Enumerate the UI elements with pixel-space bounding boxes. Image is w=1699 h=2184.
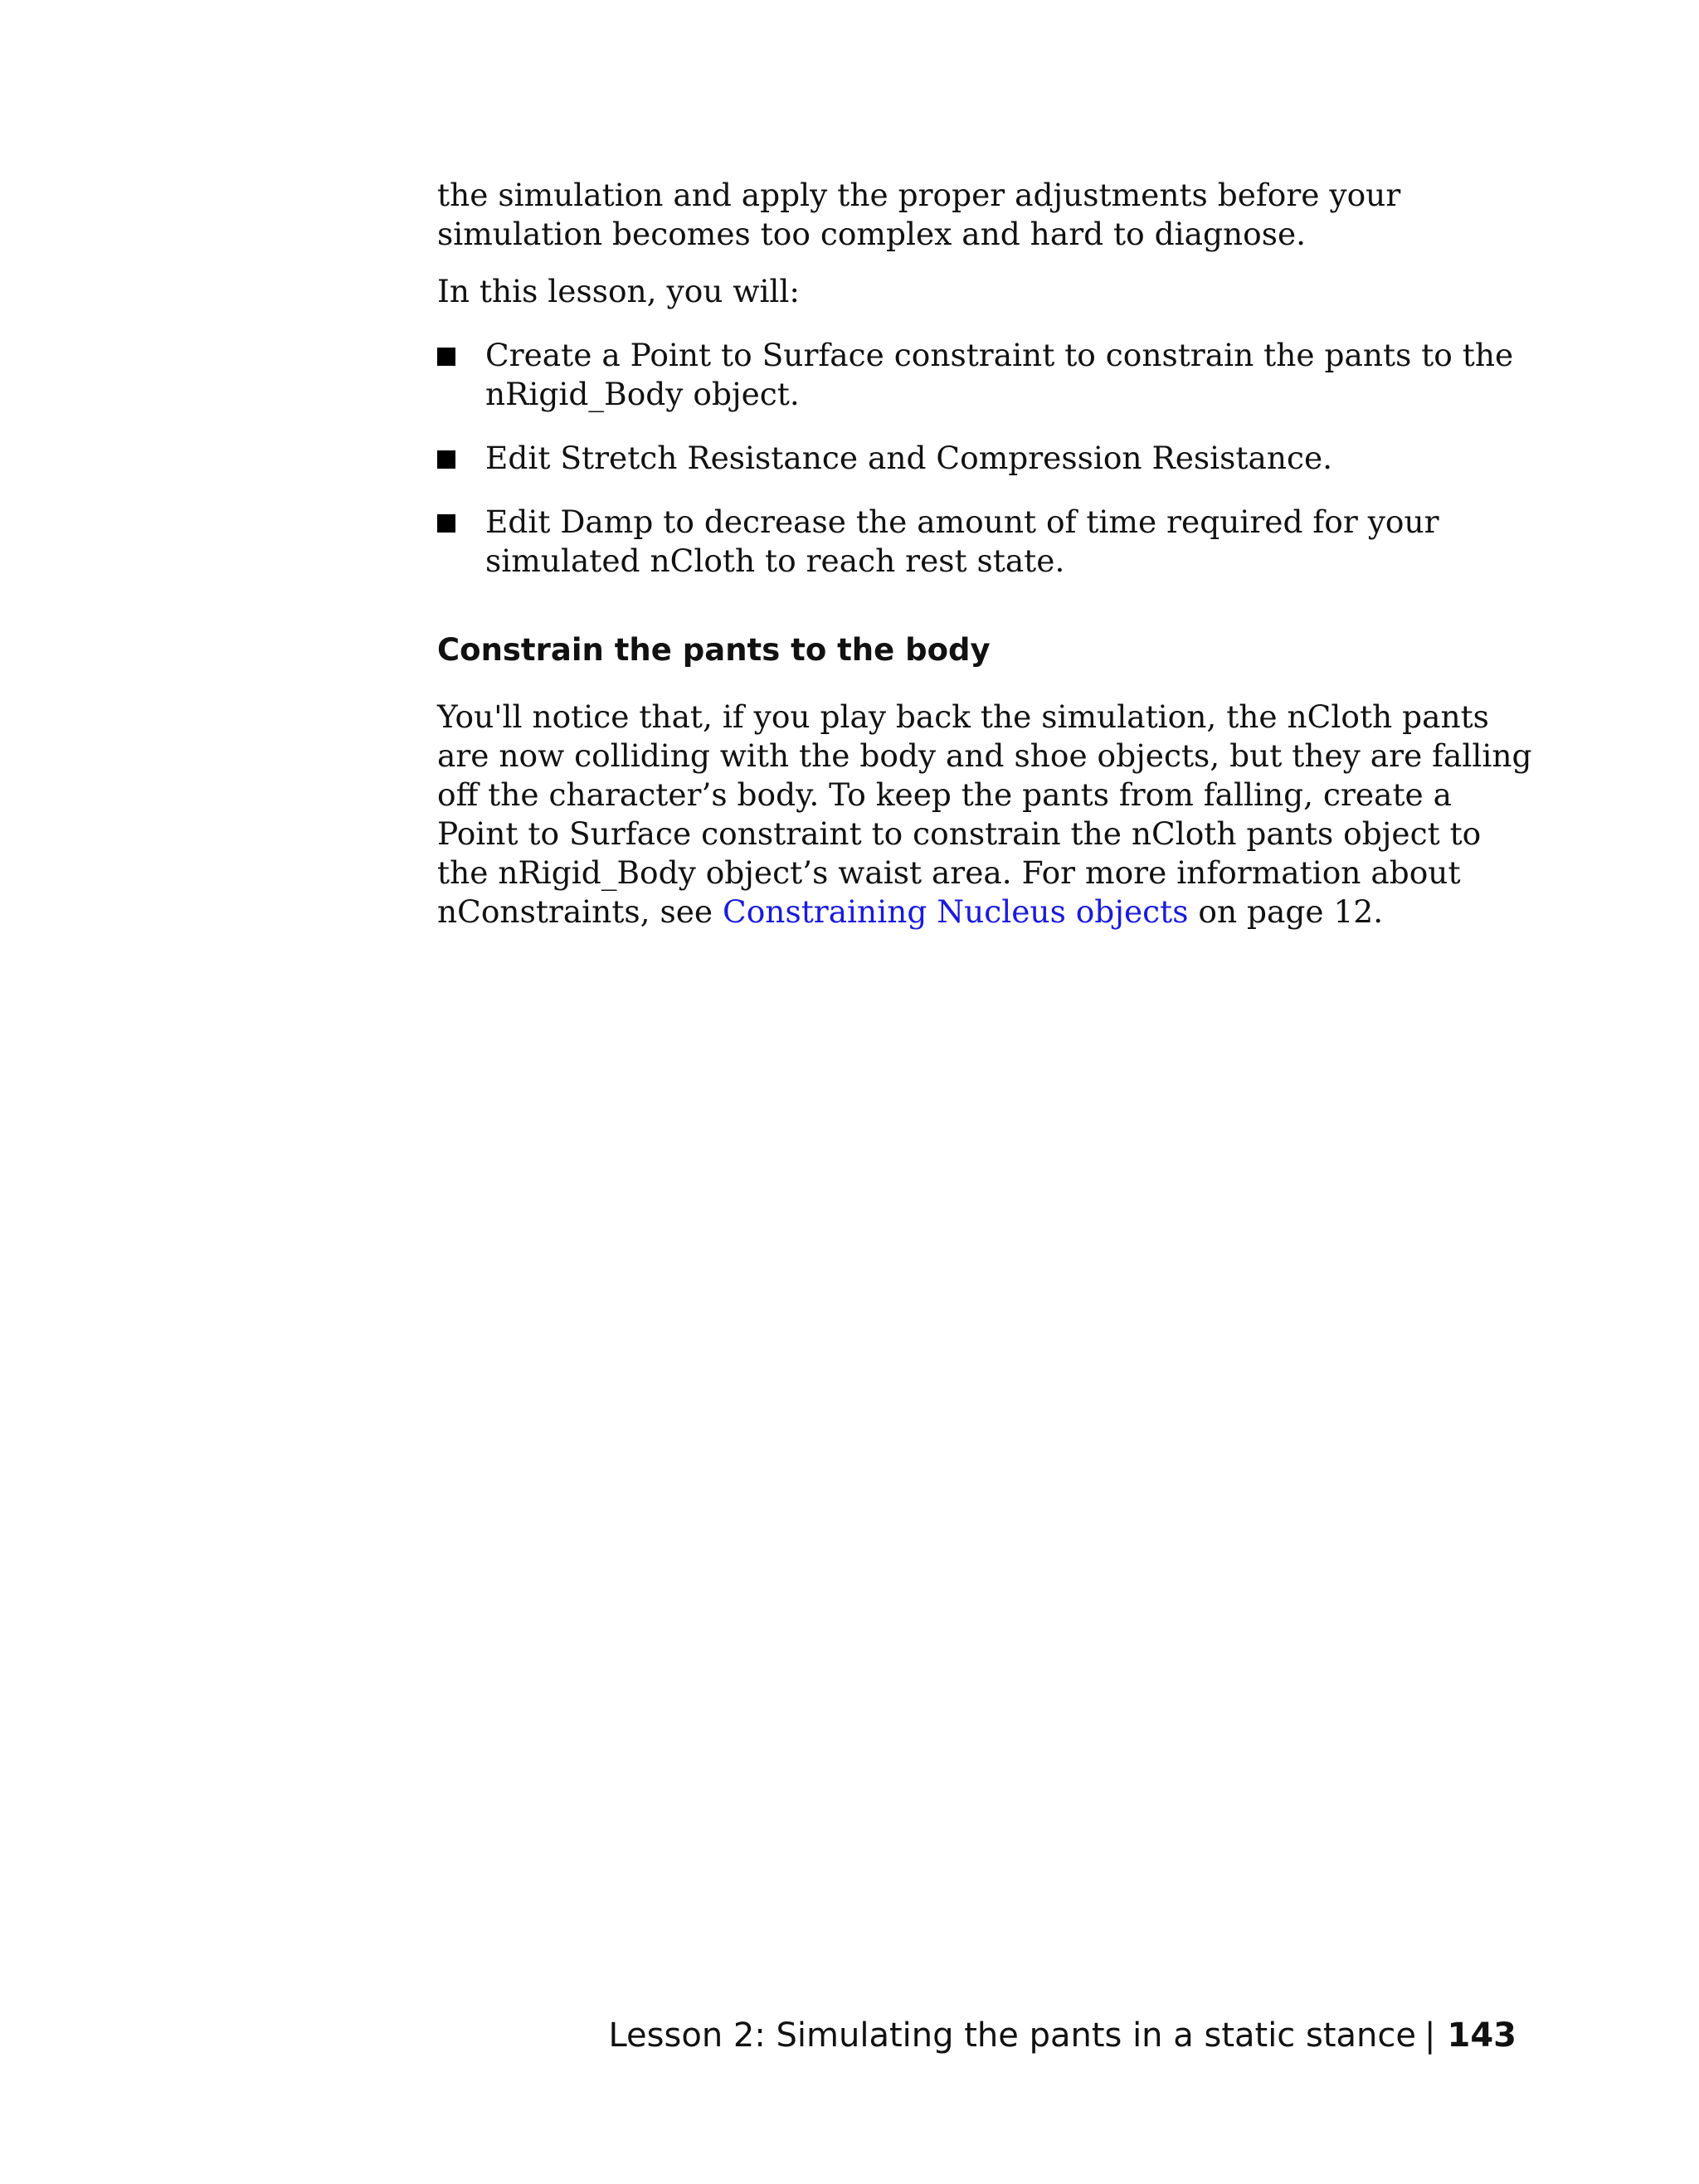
- list-item-text: Edit Stretch Resistance and Compression Resistance.: [485, 440, 1333, 476]
- list-item: [437, 336, 1532, 414]
- objectives-list: [437, 336, 1532, 581]
- square-bullet-icon: [437, 348, 455, 366]
- lesson-lead-text: In this lesson, you will:: [437, 273, 801, 309]
- page-content: [437, 176, 1532, 931]
- footer-chapter-title: Lesson 2: Simulating the pants in a static stance: [608, 2016, 1417, 2055]
- body-text-after-link: on page 12.: [1188, 893, 1384, 930]
- list-item-text: Create a Point to Surface constraint to constrain the pants to the nRigid_Body object.: [485, 337, 1514, 412]
- list-item: [437, 439, 1532, 478]
- section-heading: Constrain the pants to the body: [437, 632, 991, 668]
- section-body-paragraph: [437, 698, 1532, 931]
- list-item-text: Edit Damp to decrease the amount of time required for your simulated nCloth to reach rest state.: [485, 503, 1439, 579]
- page-footer: [608, 2014, 1516, 2057]
- constraining-nucleus-objects-link[interactable]: Constraining Nucleus objects: [723, 893, 1189, 930]
- footer-separator: |: [1424, 2016, 1436, 2055]
- list-item: [437, 503, 1532, 581]
- square-bullet-icon: [437, 514, 455, 533]
- body-text: You'll notice that, if you play back the simulation, the nCloth pants are now colliding with the body and shoe objects, but they are falling off the character’s body. To keep the pants from falling, create a Point to Surface constraint to constrain the nCloth pants object to the nRigid_Body object’s waist area. For more information about nConstraints, see: [437, 698, 1532, 930]
- intro-paragraph: the simulation and apply the proper adjustments before your simulation becomes too complex and hard to diagnose.: [437, 177, 1401, 252]
- square-bullet-icon: [437, 450, 455, 469]
- page-number: 143: [1447, 2016, 1516, 2055]
